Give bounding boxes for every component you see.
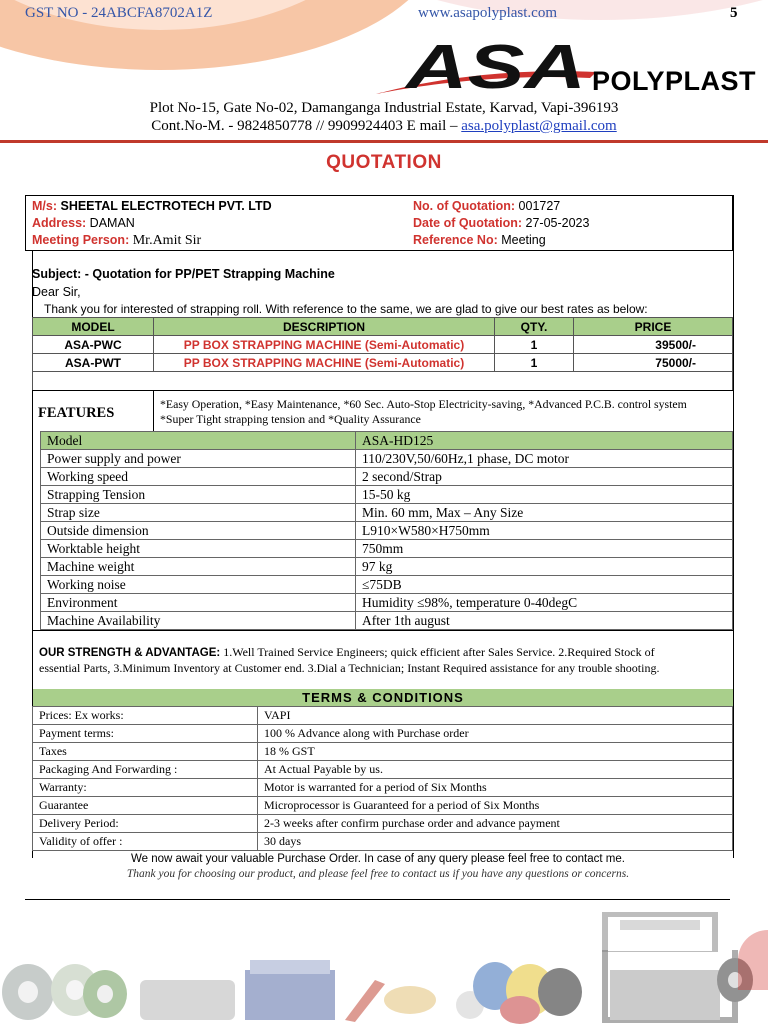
table-row — [41, 594, 733, 612]
brand-name: POLYPLAST — [592, 66, 757, 96]
meeting-person: Mr.Amit Sir — [132, 233, 202, 248]
table-row — [41, 540, 733, 558]
table-row — [41, 450, 733, 468]
frame-right-border — [733, 195, 734, 858]
spec-table — [40, 431, 733, 630]
spec-value: 110/230V,50/60Hz,1 phase, DC motor — [356, 450, 733, 468]
table-row — [33, 354, 733, 372]
product-qty: 1 — [495, 354, 574, 372]
term-label: Warranty: — [33, 779, 258, 797]
features-label: FEATURES — [38, 405, 115, 421]
term-value: 100 % Advance along with Purchase order — [258, 725, 733, 743]
product-description: PP BOX STRAPPING MACHINE (Semi-Automatic) — [154, 354, 495, 372]
table-row — [41, 576, 733, 594]
spec-value: 15-50 kg — [356, 486, 733, 504]
col-header-description: DESCRIPTION — [154, 318, 495, 336]
company-contact — [0, 118, 768, 135]
table-row — [33, 797, 733, 815]
product-table — [32, 317, 733, 391]
term-label: Prices: Ex works: — [33, 707, 258, 725]
term-value: 2-3 weeks after confirm purchase order and advance payment — [258, 815, 733, 833]
features-line-2: *Super Tight strapping tension and *Quality Assurance — [160, 412, 421, 426]
term-value: Motor is warranted for a period of Six Months — [258, 779, 733, 797]
strength-label: OUR STRENGTH & ADVANTAGE: — [39, 647, 221, 659]
footer-divider — [25, 899, 730, 900]
spec-value: L910×W580×H750mm — [356, 522, 733, 540]
header-divider — [0, 140, 768, 143]
email-link[interactable]: asa.polyplast@gmail.com — [461, 118, 617, 134]
term-value: At Actual Payable by us. — [258, 761, 733, 779]
spec-header-model: ASA-HD125 — [356, 432, 733, 450]
table-row — [33, 336, 733, 354]
table-row — [33, 815, 733, 833]
table-row — [33, 725, 733, 743]
gst-number: GST NO - 24ABCFA8702A1Z — [25, 5, 213, 21]
spec-value: Humidity ≤98%, temperature 0-40degC — [356, 594, 733, 612]
table-row — [33, 833, 733, 851]
spec-value: Min. 60 mm, Max – Any Size — [356, 504, 733, 522]
salutation: Dear Sir, — [32, 285, 81, 299]
reference-line: Reference No: Meeting — [413, 233, 546, 247]
meeting-line: Meeting Person: Mr.Amit Sir — [32, 233, 202, 248]
reference-number: Meeting — [501, 233, 546, 247]
strength-top-border — [32, 630, 733, 631]
table-row — [33, 761, 733, 779]
quote-date: 27-05-2023 — [525, 216, 590, 230]
machine-top-arch-icon — [600, 912, 730, 952]
strapping-machine-icon — [245, 970, 335, 1020]
term-value: 18 % GST — [258, 743, 733, 761]
spec-label: Strap size — [41, 504, 356, 522]
logo-text: ASA — [403, 38, 586, 100]
term-label: Delivery Period: — [33, 815, 258, 833]
footer-product-images — [0, 950, 768, 1024]
spec-header-row — [41, 432, 733, 450]
contact-numbers: Cont.No-M. - 9824850778 // 9909924403 E mail – — [151, 118, 462, 134]
col-header-model: MODEL — [33, 318, 154, 336]
spec-label: Worktable height — [41, 540, 356, 558]
spec-label: Outside dimension — [41, 522, 356, 540]
spec-label: Power supply and power — [41, 450, 356, 468]
term-label: Validity of offer : — [33, 833, 258, 851]
intro-text: Thank you for interested of strapping roll. With reference to the same, we are glad to give our best rates as below: — [44, 302, 648, 316]
table-row — [33, 779, 733, 797]
quote-number: 001727 — [518, 199, 561, 213]
product-price: 39500/- — [574, 336, 733, 354]
term-value: VAPI — [258, 707, 733, 725]
strength-text-1: 1.Well Trained Service Engineers; quick efficient after Sales Service. 2.Required Stock of — [223, 645, 655, 659]
term-value: 30 days — [258, 833, 733, 851]
website-link[interactable]: www.asapolyplast.com — [418, 5, 557, 21]
table-row-empty — [33, 372, 733, 391]
table-row — [41, 612, 733, 630]
spec-value: 2 second/Strap — [356, 468, 733, 486]
customer-address: DAMAN — [89, 216, 135, 230]
strength-text-2: essential Parts, 3.Minimum Inventory at Customer end. 3.Dial a Technician; Instant Required assistance for any trouble shooting. — [39, 661, 660, 675]
strapping-tool-icon — [140, 980, 235, 1020]
strapping-tool-icon — [345, 980, 385, 1022]
product-model: ASA-PWT — [33, 354, 154, 372]
strength-section — [39, 645, 729, 676]
table-row — [41, 486, 733, 504]
spec-label: Environment — [41, 594, 356, 612]
col-header-qty: QTY. — [495, 318, 574, 336]
product-price: 75000/- — [574, 354, 733, 372]
closing-line-1: We now await your valuable Purchase Order. In case of any query please feel free to contact me. — [131, 853, 625, 865]
customer-name: SHEETAL ELECTROTECH PVT. LTD — [60, 199, 272, 213]
product-qty: 1 — [495, 336, 574, 354]
arch-strapping-machine-icon — [605, 950, 753, 1020]
page-number: 5 — [730, 5, 738, 21]
features-top-border — [32, 390, 733, 391]
table-row — [41, 522, 733, 540]
company-address: Plot No-15, Gate No-02, Damanganga Industrial Estate, Karvad, Vapi-396193 — [149, 100, 619, 116]
spec-label: Strapping Tension — [41, 486, 356, 504]
quote-no-line: No. of Quotation: 001727 — [413, 199, 561, 213]
table-row — [33, 743, 733, 761]
spec-value: After 1th august — [356, 612, 733, 630]
address-line: Address: DAMAN — [32, 216, 135, 230]
spec-label: Working speed — [41, 468, 356, 486]
spec-value: 750mm — [356, 540, 733, 558]
spec-header-label: Model — [41, 432, 356, 450]
ms-line: M/s: SHEETAL ELECTROTECH PVT. LTD — [32, 199, 272, 213]
spec-value: ≤75DB — [356, 576, 733, 594]
terms-title: TERMS & CONDITIONS — [33, 689, 733, 706]
features-line-1: *Easy Operation, *Easy Maintenance, *60 Sec. Auto-Stop Electricity-saving, *Advanced P.C.B. control system — [160, 397, 687, 411]
quote-date-line: Date of Quotation: 27-05-2023 — [413, 216, 590, 230]
footer-corner-decoration — [738, 930, 768, 990]
features-divider — [153, 390, 154, 431]
term-label: Guarantee — [33, 797, 258, 815]
closing-line-2: Thank you for choosing our product, and please feel free to contact us if you have any questions or concerns. — [126, 868, 630, 880]
seal-clips-icon — [384, 986, 436, 1014]
term-label: Payment terms: — [33, 725, 258, 743]
table-header-row — [33, 318, 733, 336]
table-row — [33, 707, 733, 725]
col-header-price: PRICE — [574, 318, 733, 336]
spec-label: Machine weight — [41, 558, 356, 576]
table-row — [41, 558, 733, 576]
spec-label: Working noise — [41, 576, 356, 594]
subject-line: Subject: - Quotation for PP/PET Strapping Machine — [32, 267, 335, 281]
term-label: Taxes — [33, 743, 258, 761]
term-value: Microprocessor is Guaranteed for a period of Six Months — [258, 797, 733, 815]
terms-table — [32, 706, 733, 851]
term-label: Packaging And Forwarding : — [33, 761, 258, 779]
product-description: PP BOX STRAPPING MACHINE (Semi-Automatic) — [154, 336, 495, 354]
table-row — [41, 468, 733, 486]
spec-label: Machine Availability — [41, 612, 356, 630]
product-model: ASA-PWC — [33, 336, 154, 354]
page-title: QUOTATION — [326, 152, 442, 173]
table-row — [41, 504, 733, 522]
strap-roll-icon — [538, 968, 582, 1016]
spec-value: 97 kg — [356, 558, 733, 576]
